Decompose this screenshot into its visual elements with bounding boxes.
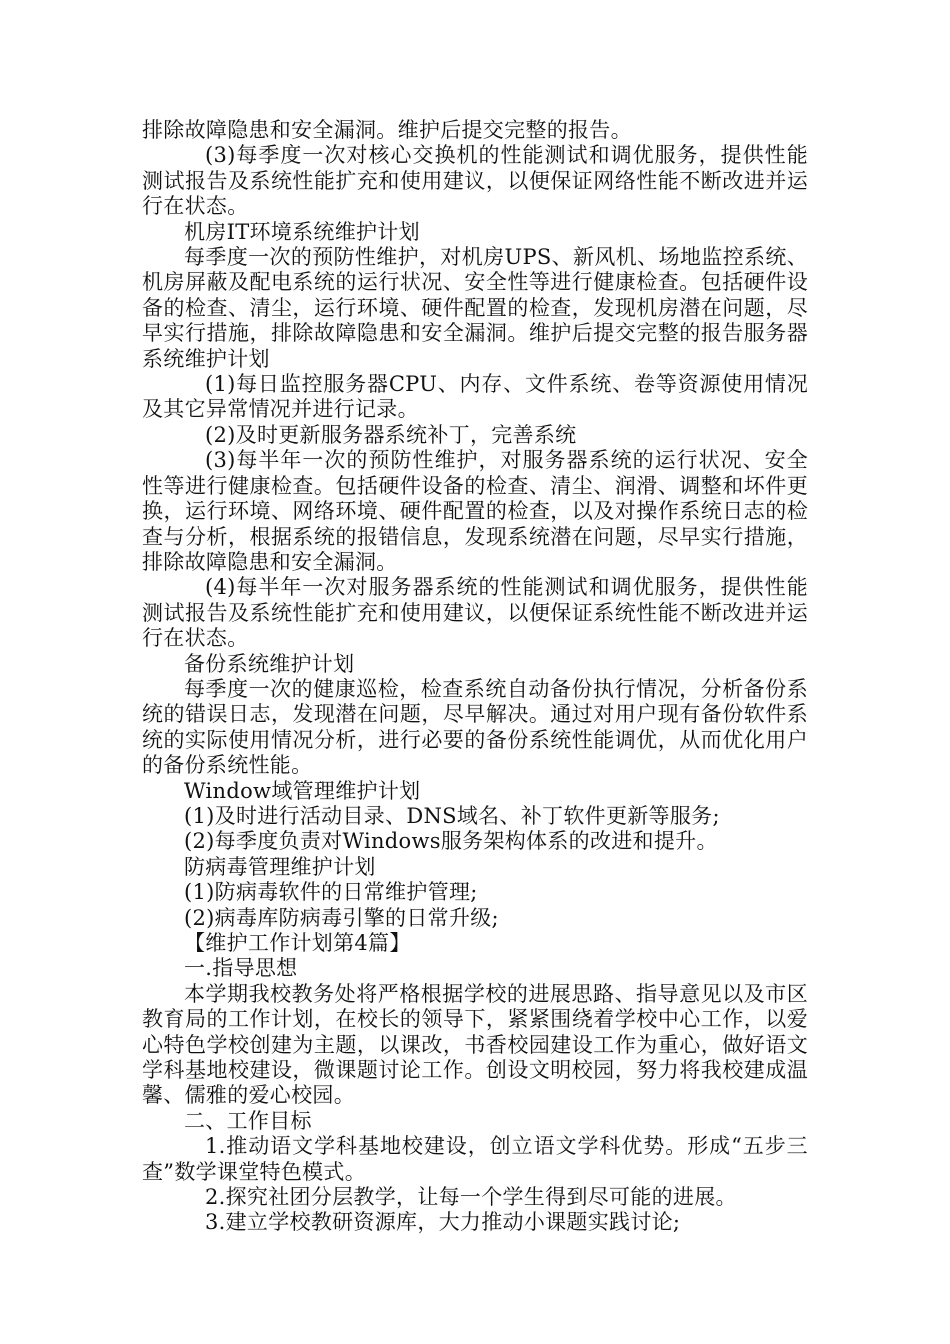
paragraph-12: (1)及时进行活动目录、DNS域名、补丁软件更新等服务;	[184, 803, 720, 828]
paragraph-13: (2)每季度负责对Windows服务架构体系的改进和提升。	[184, 829, 718, 854]
paragraph-4: 每季度一次的预防性维护，对机房UPS、新风机、场地监控系统、机房屏蔽及配电系统的运行状况、安全性等进行健康检查。包括硬件设备的检查、清尘，运行环境、硬件配置的检查，发现机房潜在问题，尽早实行措施，排除故障隐患和安全漏洞。维护后提交完整的报告服务器系统维护计划	[142, 245, 808, 371]
paragraph-19: 本学期我校教务处将严格根据学校的进展思路、指导意见以及市区教育局的工作计划，在校长的领导下，紧紧围绕着学校中心工作，以爱心特色学校创建为主题，以课改，书香校园建设工作为重心，做好语文学科基地校建设，微课题讨论工作。创设文明校园，努力将我校建成温馨、儒雅的爱心校园。	[142, 981, 808, 1108]
paragraph-5: (1)每日监控服务器CPU、内存、文件系统、卷等资源使用情况及其它异常情况并进行记录。	[142, 372, 808, 422]
section-heading-guiding-thought: 一.指导思想	[184, 956, 298, 981]
paragraph-16: (2)病毒库防病毒引擎的日常升级;	[184, 905, 499, 930]
paragraph-21: 1.推动语文学科基地校建设，创立语文学科优势。形成“五步三查”数学课堂特色模式。	[142, 1134, 808, 1184]
section-heading-window-domain: Window域管理维护计划	[184, 778, 421, 803]
section-heading-antivirus: 防病毒管理维护计划	[184, 854, 376, 879]
paragraph-1: 排除故障隐患和安全漏洞。维护后提交完整的报告。	[142, 118, 632, 142]
paragraph-10: 每季度一次的健康巡检，检查系统自动备份执行情况，分析备份系统的错误日志，发现潜在问题，尽早解决。通过对用户现有备份软件系统的实际使用情况分析，进行必要的备份系统性能调优，从而优化用户的备份系统性能。	[142, 676, 808, 778]
section-heading-goals: 二、工作目标	[184, 1108, 312, 1133]
section-heading-it-environment: 机房IT环境系统维护计划	[184, 219, 420, 244]
paragraph-22: 2.探究社团分层教学，让每一个学生得到尽可能的进展。	[205, 1185, 737, 1210]
paragraph-7: (3)每半年一次的预防性维护，对服务器系统的运行状况、安全性等进行健康检查。包括硬件设备的检查、清尘、润滑、调整和坏件更换，运行环境、网络环境、硬件配置的检查，以及对操作系统日志的检查与分析，根据系统的报错信息，发现系统潜在问题，尽早实行措施，排除故障隐患和安全漏洞。	[142, 448, 808, 574]
paragraph-6: (2)及时更新服务器系统补丁，完善系统	[205, 422, 577, 447]
paragraph-23: 3.建立学校教研资源库，大力推动小课题实践讨论;	[205, 1210, 681, 1235]
paragraph-2: (3)每季度一次对核心交换机的性能测试和调优服务，提供性能测试报告及系统性能扩充和使用建议，以便保证网络性能不断改进并运行在状态。	[142, 143, 808, 219]
document-page	[142, 118, 808, 1236]
article-heading: 【维护工作计划第4篇】	[184, 931, 411, 955]
paragraph-15: (1)防病毒软件的日常维护管理;	[184, 880, 478, 905]
paragraph-8: (4)每半年一次对服务器系统的性能测试和调优服务，提供性能测试报告及系统性能扩充和使用建议，以便保证系统性能不断改进并运行在状态。	[142, 575, 808, 651]
section-heading-backup: 备份系统维护计划	[184, 651, 355, 676]
